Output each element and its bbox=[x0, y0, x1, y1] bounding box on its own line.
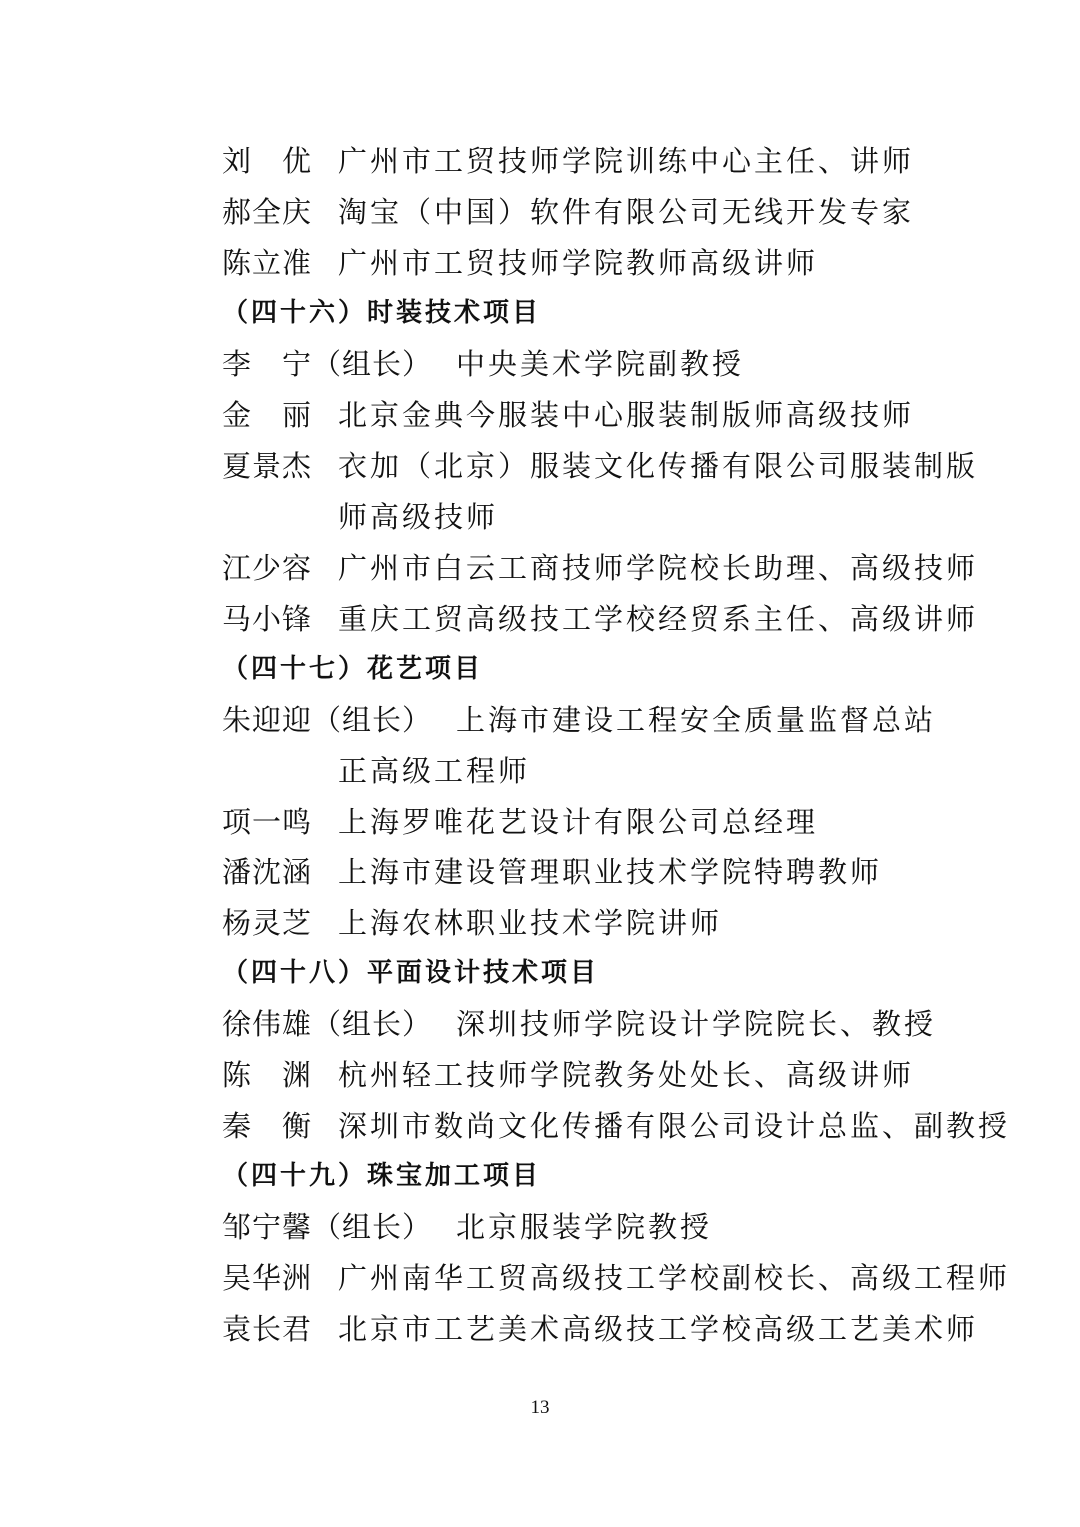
member-name: 吴华洲 bbox=[222, 1261, 313, 1295]
member-line bbox=[0, 1050, 1080, 1100]
member-name: 潘沈涵 bbox=[222, 855, 313, 889]
member-name: 袁长君 bbox=[222, 1312, 313, 1346]
member-line bbox=[0, 390, 1080, 440]
section-heading: （四十八）平面设计技术项目 bbox=[222, 958, 600, 988]
member-title: 广州市工贸技师学院教师高级讲师 bbox=[338, 246, 819, 280]
member-line bbox=[0, 695, 1080, 745]
member-title: 北京市工艺美术高级技工学校高级工艺美术师 bbox=[338, 1312, 979, 1346]
member-name: 朱迎迎（组长） bbox=[222, 703, 433, 737]
member-title: 深圳市数尚文化传播有限公司设计总监、副教授 bbox=[338, 1109, 1011, 1143]
section-heading: （四十六）时装技术项目 bbox=[222, 298, 542, 328]
section-heading: （四十九）珠宝加工项目 bbox=[222, 1161, 542, 1191]
member-name: 秦 衡 bbox=[222, 1109, 313, 1143]
member-line bbox=[0, 797, 1080, 847]
member-name: 陈立准 bbox=[222, 246, 313, 280]
member-title: 北京金典今服装中心服装制版师高级技师 bbox=[338, 398, 915, 432]
member-line-continuation bbox=[0, 746, 1080, 796]
member-title: 上海市建设工程安全质量监督总站 bbox=[456, 703, 937, 737]
member-title: 广州南华工贸高级技工学校副校长、高级工程师 bbox=[338, 1261, 1011, 1295]
member-line bbox=[0, 339, 1080, 389]
member-name: 马小锋 bbox=[222, 602, 313, 636]
page-number: 13 bbox=[530, 1397, 550, 1418]
member-title: 淘宝（中国）软件有限公司无线开发专家 bbox=[338, 195, 915, 229]
member-title: 广州市白云工商技师学院校长助理、高级技师 bbox=[338, 551, 979, 585]
member-line bbox=[0, 1202, 1080, 1252]
member-line bbox=[0, 594, 1080, 644]
member-line bbox=[0, 441, 1080, 491]
section-heading-line bbox=[0, 948, 1080, 998]
member-name: 项一鸣 bbox=[222, 805, 313, 839]
member-name: 江少容 bbox=[222, 551, 313, 585]
member-line bbox=[0, 187, 1080, 237]
member-title: 深圳技师学院设计学院院长、教授 bbox=[456, 1007, 937, 1041]
member-title: 衣加（北京）服装文化传播有限公司服装制版 bbox=[338, 449, 979, 483]
member-name: 刘 优 bbox=[222, 144, 313, 178]
member-line-continuation bbox=[0, 492, 1080, 542]
member-title-continuation: 正高级工程师 bbox=[338, 754, 531, 788]
member-name: 李 宁（组长） bbox=[222, 347, 433, 381]
member-title: 中央美术学院副教授 bbox=[456, 347, 745, 381]
member-line bbox=[0, 136, 1080, 186]
section-heading-line bbox=[0, 288, 1080, 338]
member-name: 邹宁馨（组长） bbox=[222, 1210, 433, 1244]
member-name: 夏景杰 bbox=[222, 449, 313, 483]
member-title-continuation: 师高级技师 bbox=[338, 500, 499, 534]
member-title: 上海罗唯花艺设计有限公司总经理 bbox=[338, 805, 819, 839]
section-heading-line bbox=[0, 644, 1080, 694]
member-title: 北京服装学院教授 bbox=[456, 1210, 713, 1244]
member-title: 杭州轻工技师学院教务处处长、高级讲师 bbox=[338, 1058, 915, 1092]
section-heading: （四十七）花艺项目 bbox=[222, 654, 484, 684]
member-line bbox=[0, 1304, 1080, 1354]
member-line bbox=[0, 238, 1080, 288]
member-title: 上海农林职业技术学院讲师 bbox=[338, 906, 723, 940]
member-line bbox=[0, 543, 1080, 593]
member-line bbox=[0, 1101, 1080, 1151]
member-line bbox=[0, 898, 1080, 948]
member-title: 广州市工贸技师学院训练中心主任、讲师 bbox=[338, 144, 915, 178]
member-line bbox=[0, 847, 1080, 897]
member-name: 郝全庆 bbox=[222, 195, 313, 229]
member-title: 重庆工贸高级技工学校经贸系主任、高级讲师 bbox=[338, 602, 979, 636]
member-line bbox=[0, 1253, 1080, 1303]
member-name: 徐伟雄（组长） bbox=[222, 1007, 433, 1041]
member-name: 金 丽 bbox=[222, 398, 313, 432]
member-name: 陈 渊 bbox=[222, 1058, 313, 1092]
member-line bbox=[0, 999, 1080, 1049]
section-heading-line bbox=[0, 1151, 1080, 1201]
member-name: 杨灵芝 bbox=[222, 906, 313, 940]
member-title: 上海市建设管理职业技术学院特聘教师 bbox=[338, 855, 883, 889]
